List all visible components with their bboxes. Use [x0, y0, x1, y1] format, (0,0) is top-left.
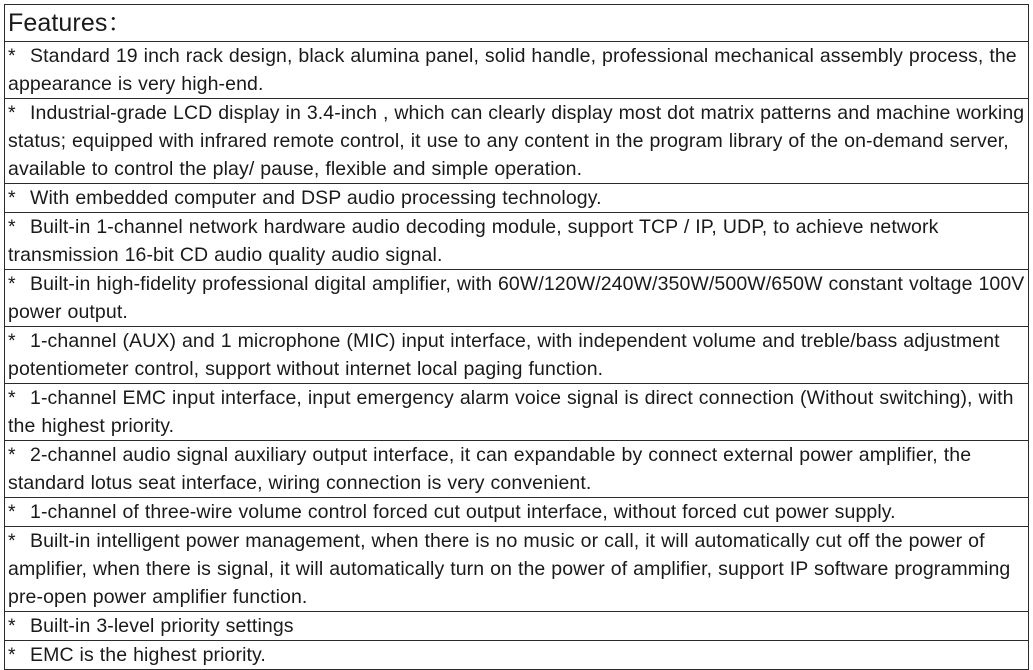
bullet-marker: *	[8, 216, 16, 238]
feature-text: Industrial-grade LCD display in 3.4-inch , which can clearly display most dot matrix patterns and machine working status; equipped with infrared remote control, it use to any content in the program library of the on-demand server, available to control the play/ pause, flexible and simple operation.	[8, 102, 1025, 180]
feature-row	[5, 527, 1029, 612]
feature-row	[5, 612, 1029, 641]
feature-text: 2-channel audio signal auxiliary output interface, it can expandable by connect external power amplifier, the standard lotus seat interface, wiring connection is very convenient.	[8, 444, 972, 494]
bullet-marker: *	[8, 102, 16, 124]
feature-row	[5, 327, 1029, 384]
feature-row	[5, 641, 1029, 670]
feature-cell	[5, 384, 1029, 441]
feature-row	[5, 42, 1029, 99]
feature-cell	[5, 99, 1029, 184]
feature-row	[5, 270, 1029, 327]
bullet-marker: *	[8, 330, 16, 352]
feature-cell	[5, 527, 1029, 612]
feature-text: With embedded computer and DSP audio processing technology.	[30, 187, 602, 209]
feature-cell	[5, 641, 1029, 670]
feature-row	[5, 498, 1029, 527]
feature-row	[5, 441, 1029, 498]
feature-text: 1-channel (AUX) and 1 microphone (MIC) input interface, with independent volume and treble/bass adjustment potentiometer control, support without internet local paging function.	[8, 330, 1000, 380]
bullet-marker: *	[8, 644, 16, 666]
bullet-marker: *	[8, 45, 16, 67]
feature-cell	[5, 441, 1029, 498]
feature-text: EMC is the highest priority.	[30, 644, 266, 666]
feature-text: Built-in high-fidelity professional digital amplifier, with 60W/120W/240W/350W/500W/650W constant voltage 100V power output.	[8, 273, 1025, 323]
feature-cell	[5, 184, 1029, 213]
bullet-marker: *	[8, 444, 16, 466]
feature-text: Standard 19 inch rack design, black alumina panel, solid handle, professional mechanical assembly process, the appearance is very high-end.	[8, 45, 1017, 95]
features-table	[4, 4, 1029, 670]
feature-text: Built-in 1-channel network hardware audio decoding module, support TCP / IP, UDP, to achieve network transmission 16-bit CD audio quality audio signal.	[8, 216, 939, 266]
feature-row	[5, 184, 1029, 213]
feature-cell	[5, 327, 1029, 384]
bullet-marker: *	[8, 501, 16, 523]
feature-text: 1-channel EMC input interface, input emergency alarm voice signal is direct connection (Without switching), with the highest priority.	[8, 387, 1014, 437]
bullet-marker: *	[8, 273, 16, 295]
bullet-marker: *	[8, 187, 16, 209]
feature-row	[5, 213, 1029, 270]
feature-cell	[5, 612, 1029, 641]
feature-text: Built-in intelligent power management, when there is no music or call, it will automatically cut off the power of amplifier, when there is signal, it will automatically turn on the power of amplifier, support IP software programming pre-open power amplifier function.	[8, 530, 1011, 608]
bullet-marker: *	[8, 615, 16, 637]
feature-cell	[5, 213, 1029, 270]
feature-cell	[5, 498, 1029, 527]
feature-text: Built-in 3-level priority settings	[30, 615, 294, 637]
bullet-marker: *	[8, 387, 16, 409]
bullet-marker: *	[8, 530, 16, 552]
feature-row	[5, 384, 1029, 441]
feature-row	[5, 99, 1029, 184]
heading-row	[5, 5, 1029, 42]
feature-text: 1-channel of three-wire volume control forced cut output interface, without forced cut power supply.	[30, 501, 896, 523]
features-heading: Features：	[5, 5, 1029, 42]
feature-cell	[5, 270, 1029, 327]
feature-cell	[5, 42, 1029, 99]
